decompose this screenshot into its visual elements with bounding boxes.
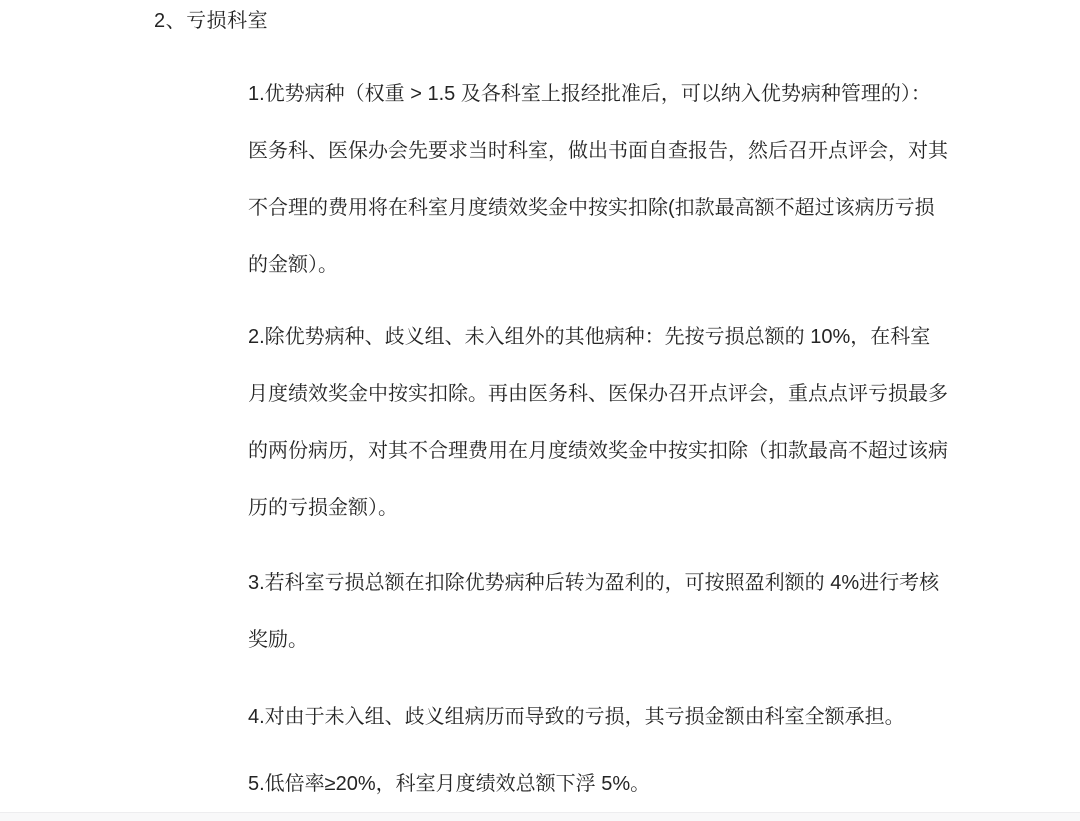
text-line: 不合理的费用将在科室月度绩效奖金中按实扣除(扣款最高额不超过该病历亏损 (248, 197, 935, 219)
page-bottom-edge (0, 812, 1080, 821)
text-line: 的金额）。 (248, 254, 338, 276)
text-line: 4.对由于未入组、歧义组病历而导致的亏损，其亏损金额由科室全额承担。 (248, 706, 905, 728)
paragraph-2 (248, 309, 948, 537)
text-line: 的两份病历，对其不合理费用在月度绩效奖金中按实扣除（扣款最高不超过该病 (248, 440, 948, 462)
document-body (248, 66, 948, 813)
text-line: 月度绩效奖金中按实扣除。再由医务科、医保办召开点评会，重点点评亏损最多 (248, 383, 948, 405)
paragraph-1 (248, 66, 948, 294)
section-heading: 2、亏损科室 (154, 10, 269, 32)
paragraph-5 (248, 756, 938, 813)
text-line: 2.除优势病种、歧义组、未入组外的其他病种：先按亏损总额的 10%，在科室 (248, 326, 931, 348)
text-line: 3.若科室亏损总额在扣除优势病种后转为盈利的，可按照盈利额的 4%进行考核 (248, 572, 940, 594)
text-line: 1.优势病种（权重 > 1.5 及各科室上报经批准后，可以纳入优势病种管理的）： (248, 83, 931, 105)
text-line: 历的亏损金额）。 (248, 497, 398, 519)
text-line: 医务科、医保办会先要求当时科室，做出书面自查报告，然后召开点评会，对其 (248, 140, 948, 162)
paragraph-4 (248, 689, 938, 746)
text-line: 奖励。 (248, 629, 308, 651)
text-line: 5.低倍率≥20%，科室月度绩效总额下浮 5%。 (248, 773, 651, 795)
paragraph-3 (248, 555, 938, 669)
